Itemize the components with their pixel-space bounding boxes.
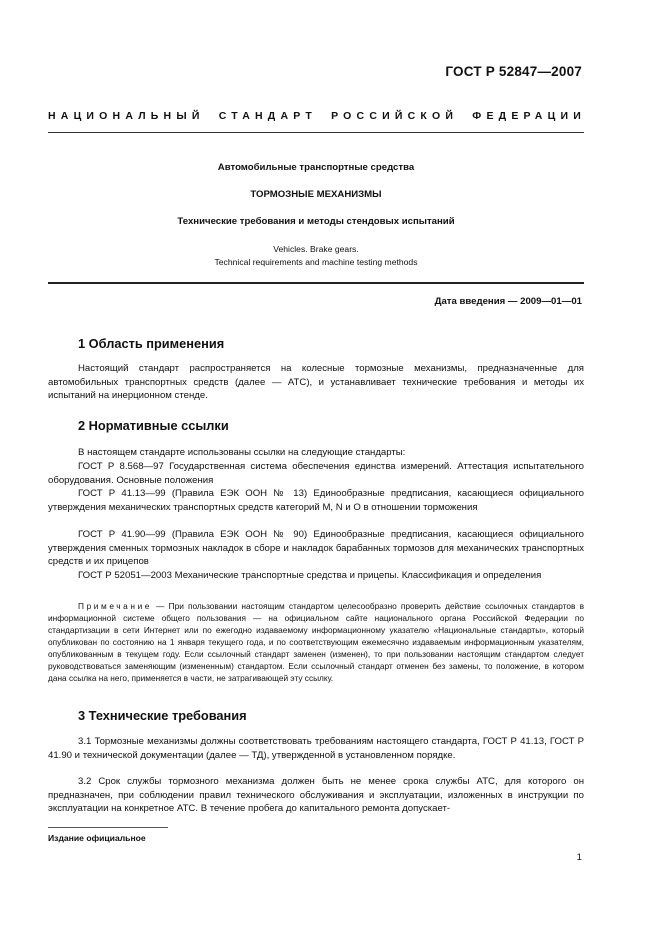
section-3-paragraph-1: 3.1 Тормозные механизмы должны соответствовать требованиям настоящего стандарта, ГОСТ Р 41.13, ГОСТ Р 41.90 и технической документации (далее — ТД), утвержденной в установленном порядке. [48, 736, 584, 761]
note-text: — При пользовании настоящим стандартом целесообразно проверить действие ссылочных стандартов в информационной системе общего пользования — на официальном сайте национального органа Российской Федерации по стандартизации в сети Интернет или по ежегодно издаваемому информационному указателю «Национальные стандарты», который опубликован по состоянию на 1 января текущего года, и по соответствующим ежемесячно издаваемым информационным указателям, опубликованным в текущем году. Если ссылочный стандарт заменен (изменен), то при пользовании настоящим стандартом следует руководствоваться заменяющим (измененным) стандартом. Если ссылочный стандарт отменен без замены, то положение, в котором дана ссылка на него, применяется в части, не затрагивающей эту ссылку. [48, 601, 584, 683]
national-standard-banner [48, 110, 586, 122]
introduction-date: Дата введения — 2009—01—01 [434, 296, 582, 307]
english-title-line: Technical requirements and machine testing methods [214, 257, 418, 267]
reference-item: ГОСТ Р 8.568—97 Государственная система обеспечения единства измерений. Аттестация испытательного оборудования. Основные положения [48, 461, 584, 486]
top-divider [48, 132, 584, 133]
reference-item: ГОСТ Р 52051—2003 Механические транспортные средства и прицепы. Классификация и определения [78, 570, 542, 581]
reference-note [48, 600, 584, 684]
note-label: Примечание [78, 601, 153, 611]
banner-word: РОССИЙСКОЙ [331, 110, 459, 122]
section-1-text: Настоящий стандарт распространяется на колесные тормозные механизмы, предназначенные для автомобильных транспортных средств (далее — АТС), и устанавливает технические требования и методы их испытаний на инерционном стенде. [48, 363, 584, 402]
banner-word: ФЕДЕРАЦИИ [472, 110, 586, 122]
reference-item: ГОСТ Р 41.13—99 (Правила ЕЭК ООН № 13) Единообразные предписания, касающиеся официального утверждения механических транспортных средств категорий М, N и О в отношении торможения [48, 488, 584, 513]
section-3-heading: 3 Технические требования [78, 708, 247, 723]
section-3-paragraph-2: 3.2 Срок службы тормозного механизма должен быть не менее срока службы АТС, для которого он предназначен, при соблюдении правил технического обслуживания и эксплуатации, изложенных в инструкции по эксплуатации на конкретное АТС. В течение пробега до капитального ремонта допускает- [48, 776, 584, 815]
subject-line: Автомобильные транспортные средства [217, 162, 415, 173]
document-id: ГОСТ Р 52847—2007 [445, 64, 582, 79]
section-2-heading: 2 Нормативные ссылки [78, 418, 229, 433]
edition-label: Издание официальное [48, 833, 146, 843]
section-2-intro: В настоящем стандарте использованы ссылки на следующие стандарты: [78, 447, 406, 458]
title-divider [48, 282, 584, 284]
footer-divider [48, 827, 168, 828]
document-subtitle: Технические требования и методы стендовых испытаний [177, 216, 455, 227]
document-title: ТОРМОЗНЫЕ МЕХАНИЗМЫ [250, 189, 382, 200]
banner-word: СТАНДАРТ [218, 110, 317, 122]
reference-item: ГОСТ Р 41.90—99 (Правила ЕЭК ООН № 90) Единообразные предписания, касающиеся официального утверждения сменных тормозных накладок в сборе и накладок барабанных тормозов для механических транспортных средств и их прицепов [48, 529, 584, 568]
banner-word: НАЦИОНАЛЬНЫЙ [48, 110, 205, 122]
english-title-line: Vehicles. Brake gears. [273, 244, 359, 254]
section-1-heading: 1 Область применения [78, 336, 225, 351]
page-number: 1 [576, 852, 582, 863]
